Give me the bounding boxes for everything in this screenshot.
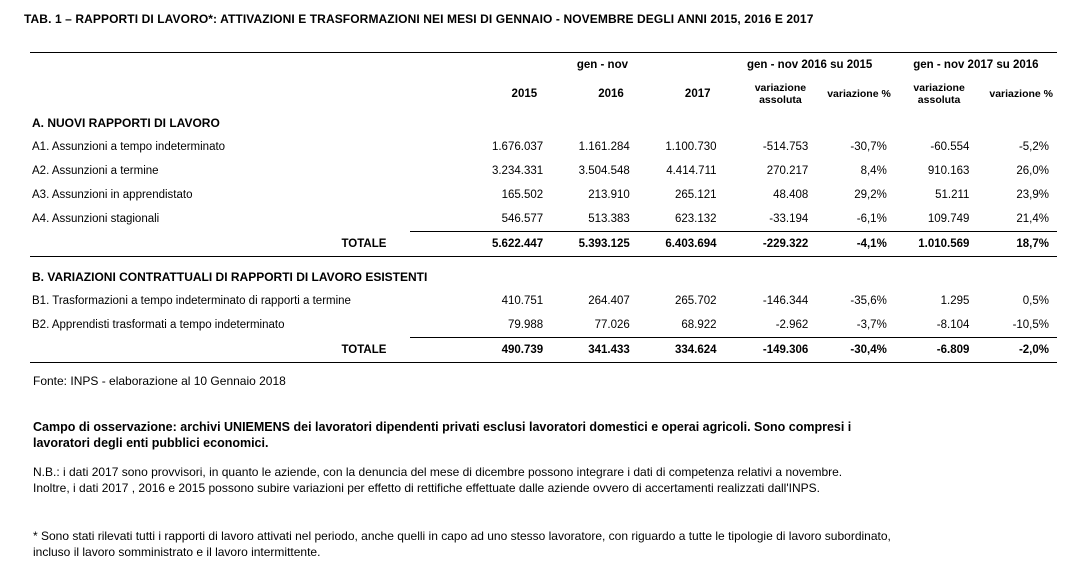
cell-var-pct-2017: -10,5%	[977, 313, 1057, 338]
cell-var-abs-2016: 48.408	[773, 189, 809, 201]
year-2015-header: 2015	[511, 88, 538, 100]
cell-var-abs-2016: 270.217	[766, 165, 809, 177]
footnote	[33, 528, 1053, 560]
cell-var-pct-2017: 21,4%	[977, 207, 1057, 232]
group-2016-header: gen - nov 2016 su 2015	[747, 59, 873, 71]
cell-2017: 265.702	[674, 295, 717, 307]
cell-var-pct-2017: 0,5%	[1022, 295, 1049, 307]
cell-2015: 3.234.331	[491, 165, 544, 177]
section-b-title: B. VARIAZIONI CONTRATTUALI DI RAPPORTI DI LAVORO ESISTENTI	[32, 270, 428, 284]
cell-var-pct-2016: -35,6%	[850, 295, 887, 307]
cell-var-pct-2016: 8,4%	[860, 165, 887, 177]
cell-2017: 4.414.711	[666, 165, 717, 177]
header-group-row	[30, 53, 1057, 77]
campo-osservazione	[33, 419, 993, 451]
total-var-pct-2017: -2,0%	[977, 338, 1057, 363]
var-pct-2017-header: variazione %	[989, 88, 1053, 100]
cell-var-abs-2017: 1.295	[940, 295, 970, 307]
total-var-abs-2016: -229.322	[725, 232, 817, 257]
cell-var-pct-2017: -5,2%	[1018, 141, 1049, 153]
cell-var-abs-2017: 51.211	[935, 189, 970, 201]
cell-2015: 410.751	[501, 295, 544, 307]
table-row	[30, 183, 1057, 207]
cell-2016: 3.504.548	[578, 165, 630, 177]
cell-var-abs-2016: -146.344	[762, 295, 809, 307]
nb-line: N.B.: i dati 2017 sono provvisori, in quanto le aziende, con la denuncia del mese di dicembre possono integrare i dati di competenza relativi a novembre.	[33, 465, 843, 479]
cell-2016: 264.407	[588, 295, 630, 307]
total-var-abs-2017: 1.010.569	[895, 232, 978, 257]
cell-2017: 68.922	[638, 313, 725, 338]
total-var-abs-2016: -149.306	[725, 338, 817, 363]
row-label: A1. Assunzioni a tempo indeterminato	[32, 141, 226, 153]
campo-line: Campo di osservazione: archivi UNIEMENS dei lavoratori dipendenti privati esclusi lavoratori domestici e operai agricoli. Sono compresi i	[33, 420, 852, 434]
footnote-line: * Sono stati rilevati tutti i rapporti di lavoro attivati nel periodo, anche quelli in capo ad uno stesso lavoratore, con riguardo a tutte le tipologie di lavoro subordinato,	[33, 529, 891, 543]
cell-2015: 1.676.037	[491, 141, 544, 153]
section-a-title: A. NUOVI RAPPORTI DI LAVORO	[32, 116, 220, 130]
total-row	[30, 232, 1057, 257]
section-spacer	[30, 257, 1057, 266]
table-row	[30, 313, 1057, 338]
data-table	[30, 52, 1057, 363]
total-2016: 5.393.125	[551, 232, 638, 257]
total-var-abs-2017: -6.809	[895, 338, 978, 363]
table-row	[30, 207, 1057, 232]
cell-2015: 546.577	[410, 207, 551, 232]
header-sub-row	[30, 77, 1057, 111]
row-label: A4. Assunzioni stagionali	[32, 213, 160, 226]
cell-var-pct-2016: -30,7%	[850, 141, 887, 153]
total-2015: 5.622.447	[410, 232, 551, 257]
year-2017-header: 2017	[684, 88, 711, 100]
cell-2017: 623.132	[638, 207, 725, 232]
total-2017: 6.403.694	[638, 232, 725, 257]
source-note: Fonte: INPS - elaborazione al 10 Gennaio 2018	[33, 374, 286, 388]
total-2016: 341.433	[551, 338, 638, 363]
group-period-header: gen - nov	[576, 59, 629, 71]
row-label: A3. Assunzioni in apprendistato	[32, 189, 193, 201]
campo-line: lavoratori degli enti pubblici economici.	[33, 436, 269, 450]
section-a-header	[30, 111, 1057, 135]
cell-2017: 1.100.730	[665, 141, 717, 153]
cell-2016: 513.383	[551, 207, 638, 232]
cell-2015: 79.988	[410, 313, 551, 338]
cell-var-abs-2016: -514.753	[762, 141, 809, 153]
group-2017-header: gen - nov 2017 su 2016	[913, 59, 1039, 71]
cell-var-pct-2016: 29,2%	[854, 189, 887, 201]
row-label: A2. Assunzioni a termine	[32, 165, 159, 177]
cell-2016: 77.026	[551, 313, 638, 338]
row-label: B1. Trasformazioni a tempo indeterminato di rapporti a termine	[32, 295, 351, 307]
var-pct-2016-header: variazione %	[827, 88, 891, 100]
cell-2016: 1.161.284	[578, 141, 630, 153]
table-row	[30, 159, 1057, 183]
row-label: B2. Apprendisti trasformati a tempo indeterminato	[32, 319, 285, 332]
cell-var-abs-2016: -33.194	[725, 207, 817, 232]
total-label: TOTALE	[30, 338, 410, 363]
total-row	[30, 338, 1057, 363]
total-var-pct-2016: -30,4%	[816, 338, 895, 363]
total-var-pct-2016: -4,1%	[816, 232, 895, 257]
cell-var-pct-2017: 23,9%	[1016, 189, 1049, 201]
table-row	[30, 289, 1057, 313]
var-abs-2017-header: variazione assoluta	[913, 82, 965, 106]
cell-2017: 265.121	[674, 189, 717, 201]
cell-var-pct-2017: 26,0%	[1016, 165, 1049, 177]
total-var-pct-2017: 18,7%	[977, 232, 1057, 257]
nb-line: Inoltre, i dati 2017 , 2016 e 2015 possono subire variazioni per effetto di rettifiche effettuate dalle aziende ovvero di accertamenti realizzati dall'INPS.	[33, 481, 820, 495]
cell-var-abs-2017: -8.104	[895, 313, 978, 338]
cell-2016: 213.910	[588, 189, 630, 201]
table-row	[30, 135, 1057, 159]
total-2015: 490.739	[410, 338, 551, 363]
year-2016-header: 2016	[598, 88, 624, 100]
cell-var-abs-2017: -60.554	[930, 141, 970, 153]
cell-var-abs-2017: 910.163	[927, 165, 970, 177]
total-2017: 334.624	[638, 338, 725, 363]
section-b-header	[30, 265, 1057, 289]
cell-var-pct-2016: -3,7%	[816, 313, 895, 338]
cell-2015: 165.502	[501, 189, 544, 201]
var-abs-2016-header: variazione assoluta	[754, 82, 807, 106]
cell-var-pct-2016: -6,1%	[816, 207, 895, 232]
table-title: TAB. 1 – RAPPORTI DI LAVORO*: ATTIVAZIONI E TRASFORMAZIONI NEI MESI DI GENNAIO - NOVEMBRE DEGLI ANNI 2015, 2016 E 2017	[24, 12, 814, 26]
total-label: TOTALE	[30, 232, 410, 257]
footnote-line: incluso il lavoro somministrato e il lavoro intermittente.	[33, 545, 321, 559]
cell-var-abs-2017: 109.749	[895, 207, 978, 232]
cell-var-abs-2016: -2.962	[725, 313, 817, 338]
nb-note	[33, 464, 1033, 496]
